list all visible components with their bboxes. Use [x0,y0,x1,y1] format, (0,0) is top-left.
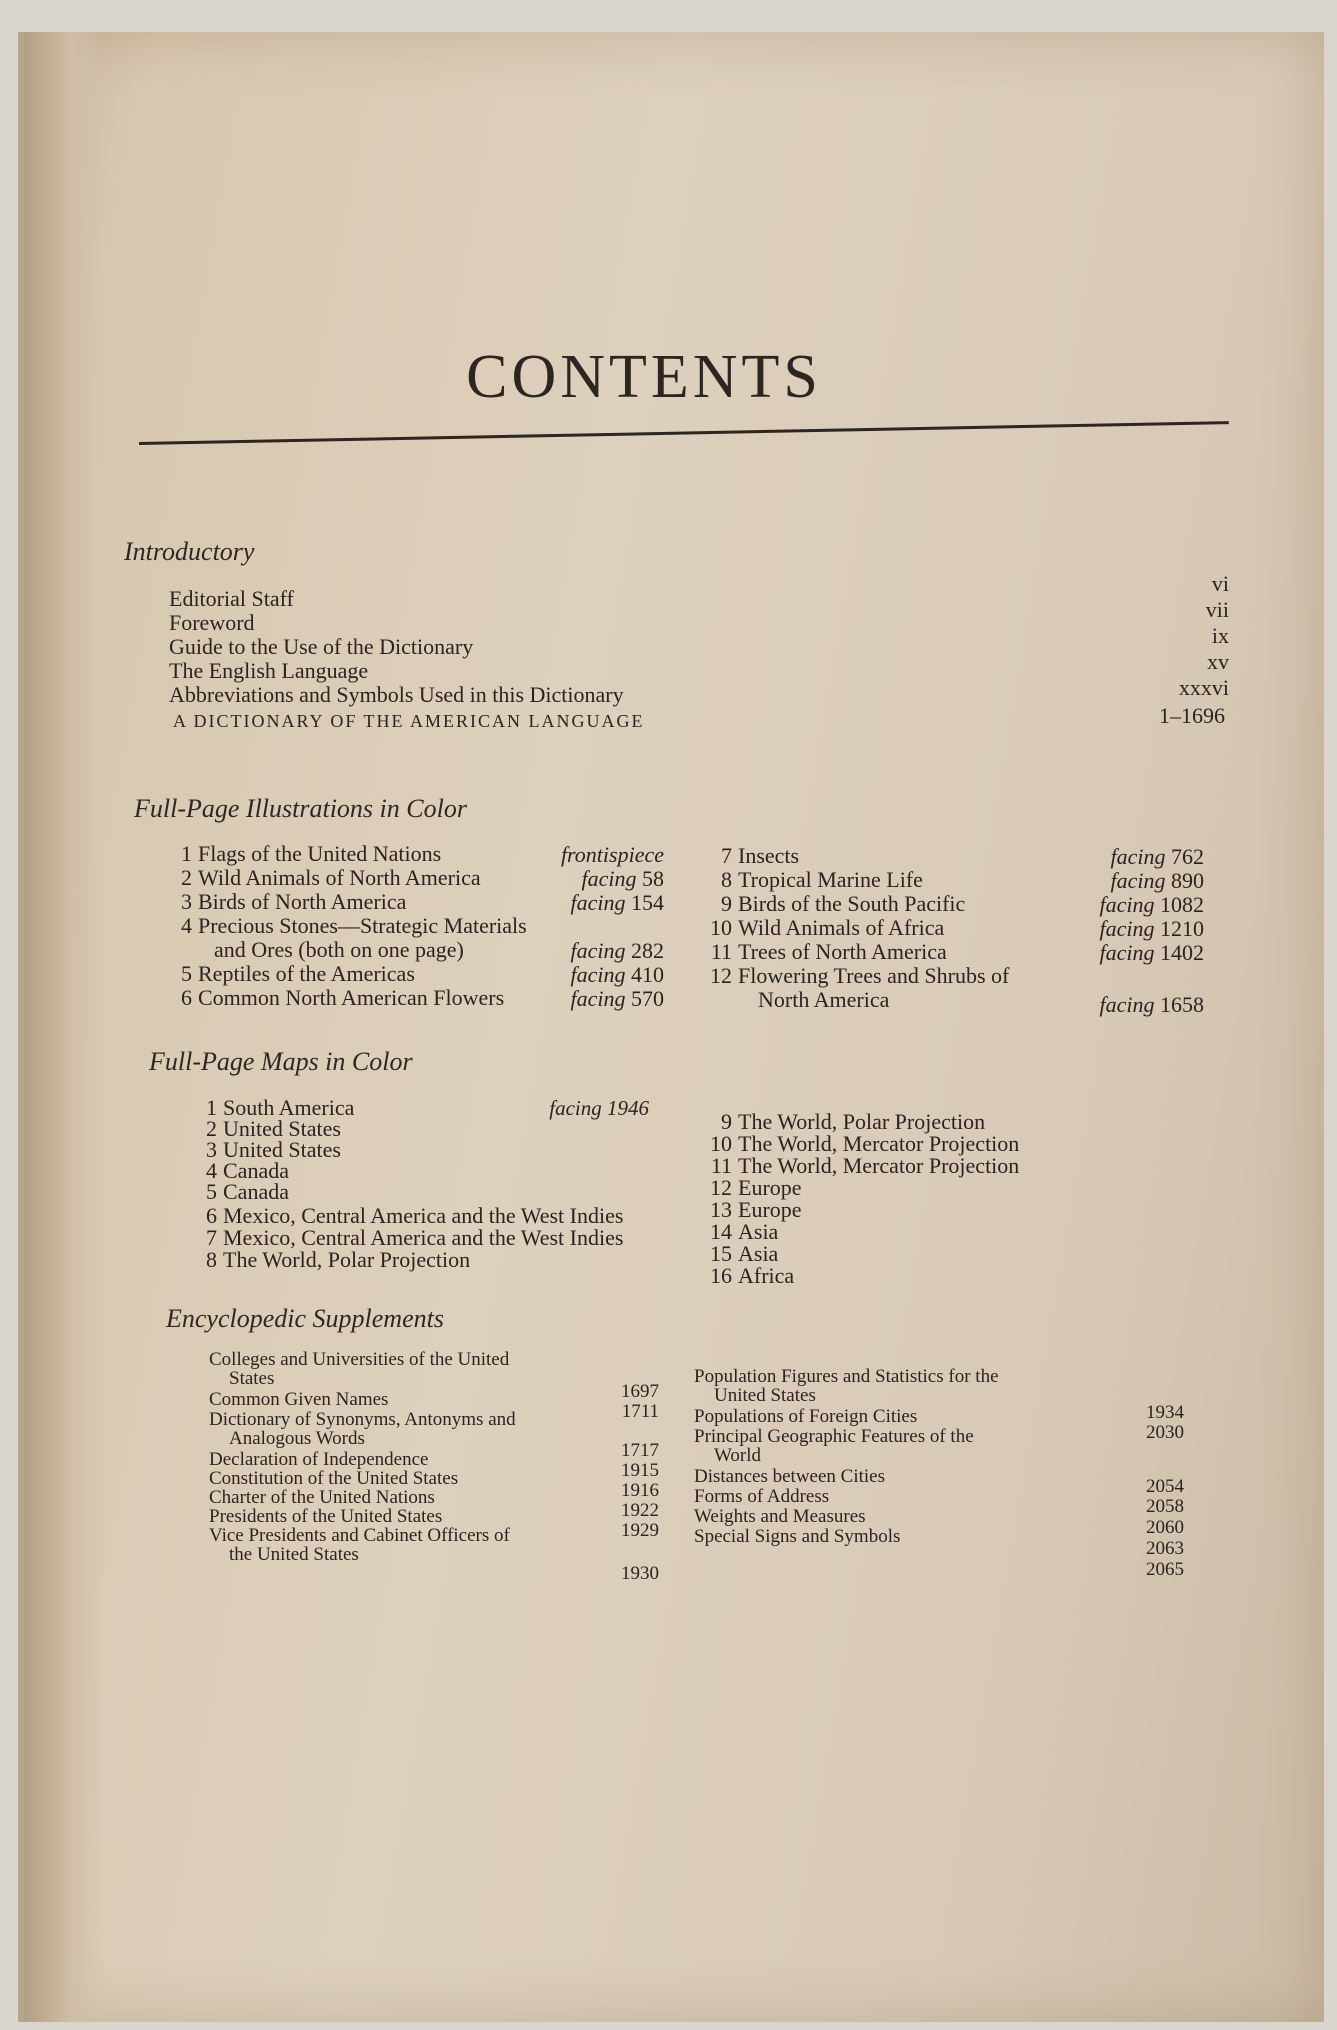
supplements-right-column [694,1367,1184,1597]
map-item: 6 Mexico, Central America and the West Indies [206,1203,624,1228]
supplement-page: 2063 [1146,1538,1184,1559]
illustration-page: facing 282 [570,938,664,963]
map-item: 3 United States [206,1137,341,1162]
supplement-item: Principal Geographic Features of the [694,1426,974,1447]
illustration-page: facing 1210 [1099,916,1204,941]
illustration-page: facing 762 [1110,844,1204,869]
illustrations-right-column [704,844,1204,1024]
supplement-item: Common Given Names [209,1389,389,1410]
supplement-page: 2054 [1146,1476,1184,1497]
intro-item: A DICTIONARY OF THE AMERICAN LANGUAGE [173,711,645,731]
supplement-page: 2030 [1146,1422,1184,1443]
map-item: 15 Asia [710,1241,779,1266]
map-item: 7 Mexico, Central America and the West Indies [206,1225,624,1250]
introductory-list [169,571,1229,777]
intro-page-number: xv [1207,649,1229,674]
maps-facing-page: facing 1946 [549,1096,649,1120]
map-item: 5 Canada [206,1179,289,1204]
supplement-item: Declaration of Independence [209,1449,429,1470]
intro-page-number: vi [1211,571,1229,596]
supplement-page: 1711 [621,1401,659,1422]
illustration-page: facing 410 [570,962,664,987]
illustration-page: facing 570 [570,986,664,1011]
supplement-page: 1922 [621,1500,659,1521]
maps-right-column [704,1110,1104,1290]
illustration-item: 6 Common North American Flowers [181,985,505,1010]
intro-item: Abbreviations and Symbols Used in this Dictionary [169,682,624,707]
illustration-item: 11 Trees of North America [710,939,947,964]
section-heading-supplements: Encyclopedic Supplements [166,1304,444,1333]
intro-page-number: xxxvi [1178,675,1229,700]
supplement-page: 1934 [1146,1402,1184,1423]
section-heading-illustrations: Full-Page Illustrations in Color [134,794,467,823]
supplement-item: Populations of Foreign Cities [694,1406,918,1427]
supplements-left-column [209,1350,659,1600]
illustration-item: 2 Wild Animals of North America [181,865,481,890]
illustration-item: 12 Flowering Trees and Shrubs of [710,963,1010,988]
page-spine-shadow [24,32,104,2022]
supplement-page: 2065 [1146,1559,1184,1580]
map-item: 14 Asia [710,1219,779,1244]
supplement-item: Presidents of the United States [209,1506,443,1527]
supplement-page: 1930 [621,1563,659,1584]
illustration-page: facing 154 [570,890,664,915]
illustration-page: facing 1082 [1099,892,1204,917]
map-item: 8 The World, Polar Projection [206,1247,471,1272]
supplement-item: Constitution of the United States [209,1468,459,1489]
section-heading-introductory: Introductory [124,537,255,566]
illustration-item: North America [758,987,890,1012]
illustration-page: facing 1658 [1099,992,1204,1017]
illustration-item: 10 Wild Animals of Africa [710,915,945,940]
title-rule [139,421,1229,445]
map-item: 12 Europe [710,1175,802,1200]
illustration-item: 3 Birds of North America [181,889,407,914]
map-item: 11 The World, Mercator Projection [710,1153,1020,1178]
intro-page-number: vii [1205,597,1229,622]
supplement-item: Weights and Measures [694,1506,866,1527]
supplement-item: Special Signs and Symbols [694,1526,901,1547]
section-heading-maps: Full-Page Maps in Color [149,1047,413,1076]
supplement-item: Analogous Words [229,1428,365,1449]
maps-left-column [189,1096,659,1296]
map-item: 13 Europe [710,1197,802,1222]
illustration-page: facing 58 [581,866,664,891]
supplement-item: Forms of Address [694,1486,830,1507]
map-item: 4 Canada [206,1158,289,1183]
supplement-item: Population Figures and Statistics for the [694,1366,999,1387]
illustration-item: 4 Precious Stones—Strategic Materials [181,913,527,938]
intro-item: Foreword [169,610,255,635]
page-title: CONTENTS [466,343,822,411]
illustration-item: 1 Flags of the United Nations [181,841,442,866]
supplement-item: Dictionary of Synonyms, Antonyms and [209,1409,516,1430]
supplement-item: United States [714,1385,816,1406]
map-item: 1 South America [206,1095,355,1120]
illustrations-left-column [164,842,664,1022]
supplement-page: 1916 [621,1480,659,1501]
map-item: 16 Africa [710,1263,795,1288]
supplement-item: the United States [229,1544,359,1565]
map-item: 9 The World, Polar Projection [721,1109,986,1134]
supplement-item: World [714,1445,762,1466]
illustration-page: facing 890 [1110,868,1204,893]
supplement-item: Colleges and Universities of the United [209,1349,510,1370]
intro-item: Guide to the Use of the Dictionary [169,634,474,659]
map-item: 2 United States [206,1116,341,1141]
illustration-page: facing 1402 [1099,940,1204,965]
supplement-page: 1717 [621,1440,659,1461]
supplement-item: Charter of the United Nations [209,1487,435,1508]
map-item: 10 The World, Mercator Projection [710,1131,1020,1156]
supplement-page: 1929 [621,1520,659,1541]
intro-item: Editorial Staff [169,586,294,611]
illustration-item: 7 Insects [721,843,800,868]
supplement-page: 2058 [1146,1496,1184,1517]
intro-page-number: ix [1211,623,1229,648]
illustration-item: and Ores (both on one page) [214,937,464,962]
supplement-page: 2060 [1146,1517,1184,1538]
intro-page-number: 1–1696 [1159,703,1225,728]
illustration-item: 9 Birds of the South Pacific [721,891,966,916]
supplement-item: Vice Presidents and Cabinet Officers of [209,1525,510,1546]
illustration-item: 5 Reptiles of the Americas [181,961,415,986]
supplement-item: States [229,1368,275,1389]
supplement-page: 1915 [621,1460,659,1481]
illustration-item: 8 Tropical Marine Life [721,867,923,892]
illustration-page: frontispiece [560,842,664,867]
book-page [18,32,1324,2022]
supplement-item: Distances between Cities [694,1466,886,1487]
intro-item: The English Language [169,658,369,683]
supplement-page: 1697 [621,1381,659,1402]
